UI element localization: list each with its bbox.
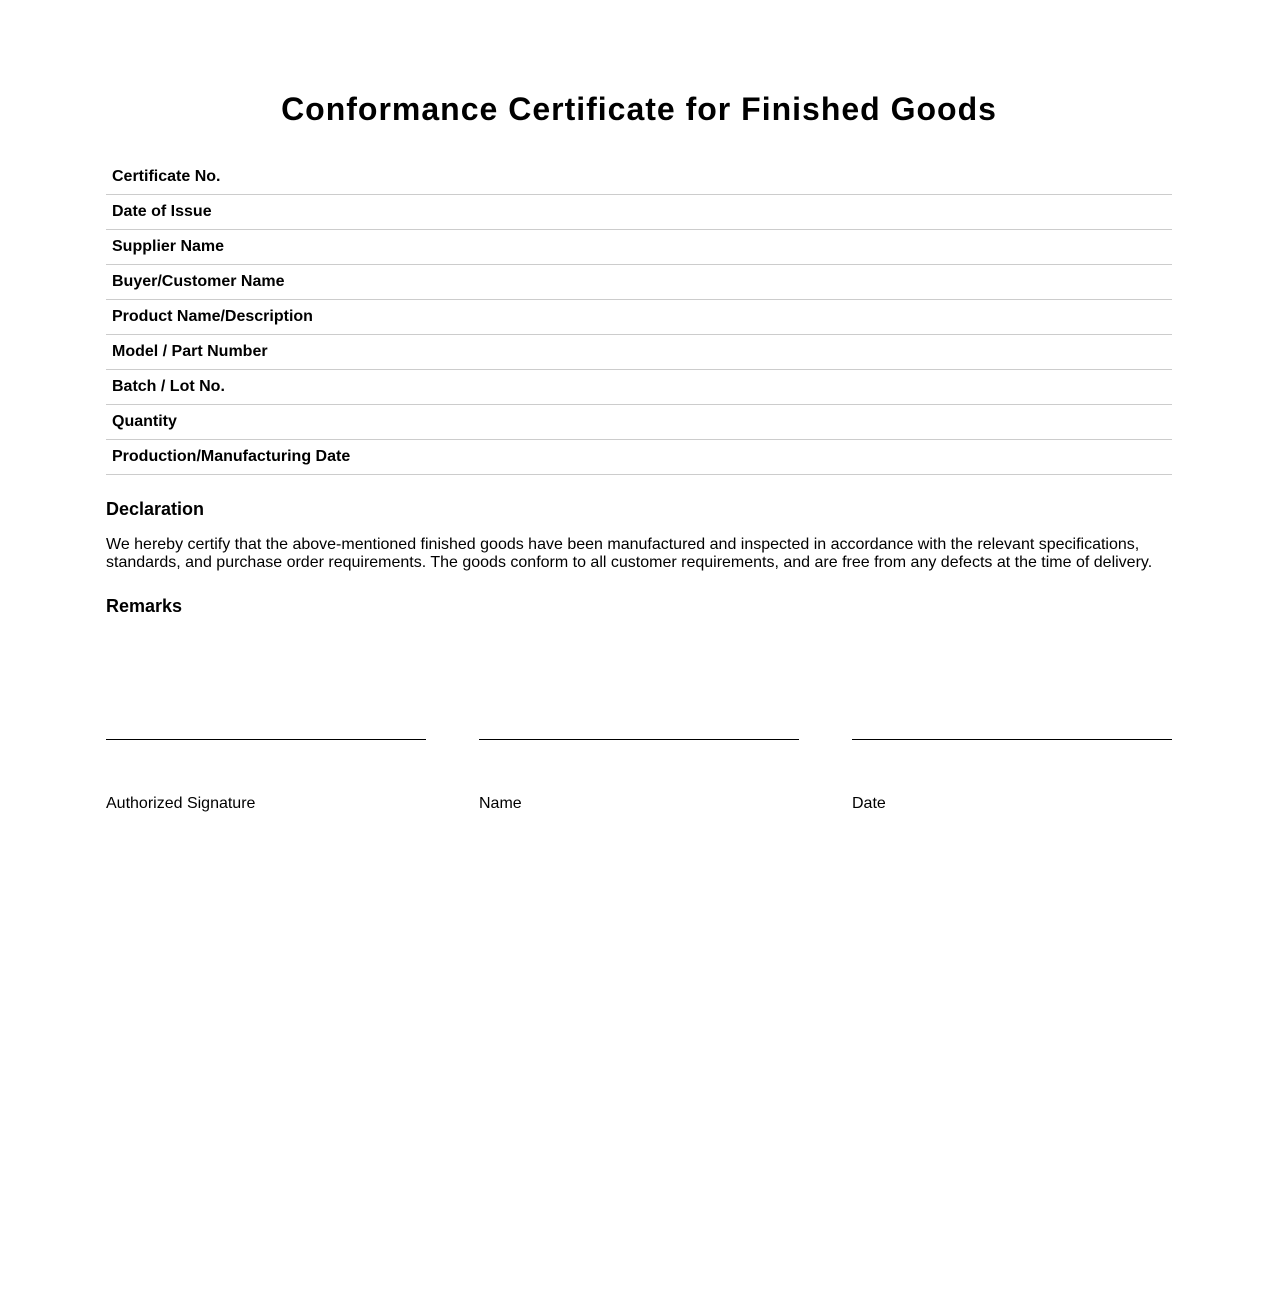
name-label: Name [479, 795, 522, 812]
field-row-certificate-no [106, 160, 1172, 195]
certificate-fields-table [106, 160, 1172, 475]
field-label: Product Name/Description [112, 308, 313, 325]
field-row-buyer-customer-name [106, 265, 1172, 300]
signature-label: Authorized Signature [106, 795, 256, 812]
field-row-supplier-name [106, 230, 1172, 265]
signature-column-date [852, 739, 1172, 813]
field-value[interactable] [350, 440, 1172, 474]
field-label: Certificate No. [112, 168, 221, 185]
signature-column-authorized [106, 739, 426, 813]
field-row-batch-lot-no [106, 370, 1172, 405]
field-row-date-of-issue [106, 195, 1172, 230]
field-row-quantity [106, 405, 1172, 440]
date-line[interactable] [852, 739, 1172, 779]
field-label: Quantity [112, 413, 177, 430]
field-label: Supplier Name [112, 238, 225, 255]
field-row-production-date [106, 440, 1172, 475]
field-label: Date of Issue [112, 203, 212, 220]
field-label: Batch / Lot No. [112, 378, 225, 395]
field-value[interactable] [177, 405, 1172, 439]
field-value[interactable] [224, 230, 1172, 264]
signature-column-name [479, 739, 799, 813]
declaration-text: We hereby certify that the above-mentioned finished goods have been manufactured and inspected in accordance with the relevant specifications, standards, and purchase order requirements. The goods conform to all customer requirements, and are free from any defects at the time of delivery. [106, 536, 1153, 571]
field-label: Production/Manufacturing Date [112, 448, 351, 465]
field-value[interactable] [212, 195, 1172, 229]
date-label: Date [852, 795, 886, 812]
field-row-product-name [106, 300, 1172, 335]
remarks-heading: Remarks [106, 596, 183, 616]
signature-block [106, 739, 1172, 813]
field-label: Model / Part Number [112, 343, 268, 360]
field-value[interactable] [313, 300, 1172, 334]
field-value[interactable] [285, 265, 1173, 299]
remarks-area[interactable] [106, 622, 1172, 722]
declaration-heading: Declaration [106, 499, 205, 519]
name-line[interactable] [479, 739, 799, 779]
page-title: Conformance Certificate for Finished Goods [281, 91, 997, 127]
field-value[interactable] [220, 160, 1172, 194]
field-label: Buyer/Customer Name [112, 273, 285, 290]
field-row-model-part-number [106, 335, 1172, 370]
field-value[interactable] [268, 335, 1172, 369]
signature-line[interactable] [106, 739, 426, 779]
field-value[interactable] [225, 370, 1172, 404]
